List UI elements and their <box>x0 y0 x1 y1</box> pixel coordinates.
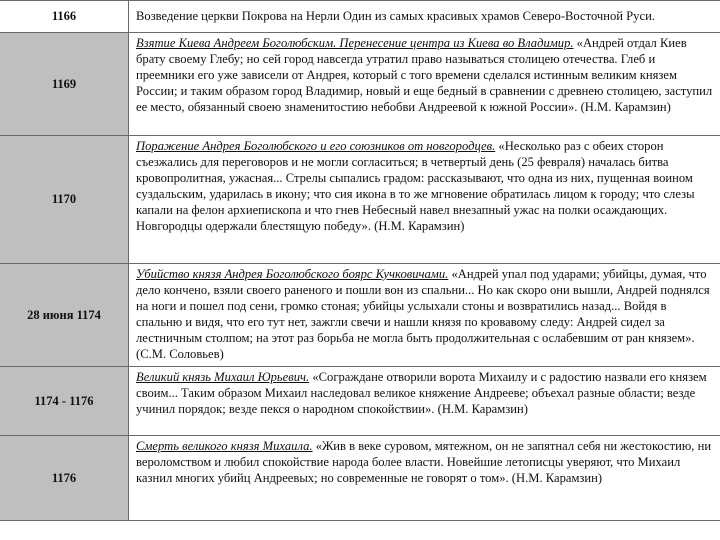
event-title: Смерть великого князя Михаила. <box>136 439 313 453</box>
date-cell: 28 июня 1174 <box>0 264 129 366</box>
event-cell <box>129 264 720 366</box>
table-row <box>0 264 720 367</box>
event-text: «Несколько раз с обеих сторон съезжались для переговоров и не могли согласиться; в четвертый день (25 февраля) началась битва кровопролитная, ужасная... Стрелы сыпались градом: рассказывают, что одна из них, пущенная воином суздальским, ударилась в икону; что сия икона в то же мгновение обратилась лицом к городу; что слезы капали на фелон архиепископа и что гнев Небесный навел внезапный ужас на полки осаждающих. Новгородцы одержали блестящую победу». (Н.М. Карамзин) <box>136 139 695 234</box>
event-cell <box>129 136 720 263</box>
date-cell: 1166 <box>0 1 129 32</box>
event-cell <box>129 1 720 32</box>
event-title: Поражение Андрея Боголюбского и его союзников от новгородцев. <box>136 139 496 153</box>
date-cell: 1174 - 1176 <box>0 367 129 435</box>
table-row <box>0 1 720 33</box>
event-cell <box>129 367 720 435</box>
event-title: Взятие Киева Андреем Боголюбским. Перенесение центра из Киева во Владимир. <box>136 36 574 50</box>
date-cell: 1176 <box>0 436 129 520</box>
table-row <box>0 33 720 136</box>
event-text: «Андрей отдал Киев брату своему Глебу; но сей город навсегда утратил право называться столицею отечества. Глеб и преемники его уже зависели от Андрея, который с того времени сделался истинным великим князем России; и таким образом город Владимир, новый и еще бедный в сравнении с древнею столицею, заступил ее место, обязанный своею знаменитостию небобви Андреевой к южной России». (Н.М. Карамзин) <box>136 36 713 115</box>
event-text: «Андрей упал под ударами; убийцы, думая, что дело кончено, взяли своего раненого и пошли вон из спальни... Но как скоро они вышли, Андрей поднялся на ноги и пошел под сени, громко стоная; убийцы услыхали стоны и возвратились назад... Войдя в спальню и видя, что его тут нет, зажгли свечи и нашли князя по кровавому следу: Андрей сидел за лестничным столпом; на этот раз борьба не могла быть продолжительная с ослабевшим от ран князем». (С.М. Соловьев) <box>136 267 710 362</box>
event-text: «Сограждане отворили ворота Михаилу и с радостию назвали его князем своим... Таким образом Михаил наследовал великое княжение Андрееве; объехал разные области; везде учинил порядок; везде пекся о народном спокойствии». (Н.М. Карамзин) <box>136 370 707 417</box>
event-text: «Жив в веке суровом, мятежном, он не запятнал себя ни жестокостию, ни вероломством и любил спокойствие народа более власти. Новейшие летописцы уверяют, что Михаил казнил многих убийц Андреевых; но современные не говорят о том». (Н.М. Карамзин) <box>136 439 712 486</box>
event-title: Убийство князя Андрея Боголюбского боярс Кучковичами. <box>136 267 449 281</box>
event-cell <box>129 33 720 135</box>
table-row <box>0 367 720 436</box>
table-row <box>0 436 720 521</box>
date-cell: 1170 <box>0 136 129 263</box>
table-row <box>0 136 720 264</box>
event-cell <box>129 436 720 520</box>
event-text: Возведение церкви Покрова на Нерли Один из самых красивых храмов Северо-Восточной Руси. <box>136 9 655 23</box>
date-cell: 1169 <box>0 33 129 135</box>
event-title: Великий князь Михаил Юрьевич. <box>136 370 310 384</box>
